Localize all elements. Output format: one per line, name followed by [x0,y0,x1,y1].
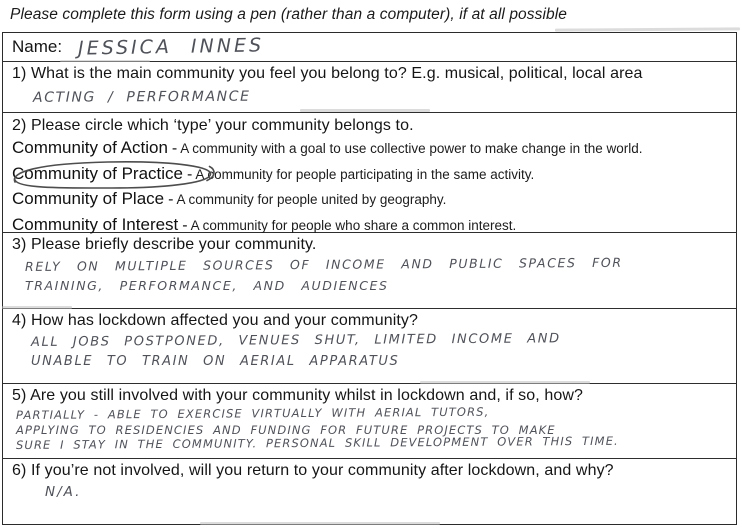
question-4-handwritten-answer [12,333,728,371]
question-5-handwritten-answer [12,404,728,453]
question-5-text: 5) Are you still involved with your community whilst in lockdown and, if so, how? [12,387,584,404]
handwritten-line: RELY ON MULTIPLE SOURCES OF INCOME AND PUBLIC SPACES FOR [24,254,623,274]
scan-smudge [2,306,72,309]
option-separator: - [171,140,178,157]
scan-smudge [300,109,430,112]
question-3-handwritten-answer [12,254,728,295]
option-description: A community with a goal to use collective power to make change in the world. [180,141,643,156]
name-label: Name: [12,37,63,56]
question-2-text: 2) Please circle which ‘type’ your community belongs to. [12,117,414,134]
question-6-handwritten-answer: N/A. [45,484,82,500]
community-type-option-action [12,136,728,162]
form-instruction: Please complete this form using a pen (rather than a computer), if at all possible [10,6,568,23]
option-term: Community of Interest [12,214,179,234]
option-separator: - [182,216,188,234]
handwritten-line: ALL JOBS POSTPONED, VENUES SHUT, LIMITED INCOME AND [30,331,561,350]
name-row [3,33,736,62]
question-3-text: 3) Please briefly describe your community. [12,236,317,253]
handwritten-line: SURE I STAY IN THE COMMUNITY. PERSONAL SKILL DEVELOPMENT OVER THIS TIME. [15,433,619,452]
question-1-row [3,62,736,113]
question-4-row [3,309,736,384]
option-description: A community for people united by geography. [176,192,447,207]
handwritten-line: UNABLE TO TRAIN ON AERIAL APPARATUS [31,354,400,369]
community-type-option-practice-circled [12,162,728,188]
option-term: Community of Action [12,138,168,157]
option-separator: - [187,165,193,183]
scan-smudge [60,60,150,62]
option-description: A community for people who share a common interest. [190,217,517,233]
scan-smudge [420,381,590,384]
question-3-row [3,233,736,309]
form-table [2,32,737,525]
question-6-text: 6) If you’re not involved, will you return to your community after lockdown, and why? [12,462,614,479]
question-2-row [3,113,736,233]
option-description: A community for people participating in the same activity. [195,166,535,182]
community-type-option-place [12,187,728,213]
option-term: Community of Place [12,189,165,208]
question-1-text: 1) What is the main community you feel you belong to? E.g. musical, political, local area [12,65,643,82]
handwritten-line: TRAINING, PERFORMANCE, AND AUDIENCES [25,278,389,293]
option-term: Community of Practice [12,163,183,183]
question-1-handwritten-answer: ACTING / PERFORMANCE [32,88,251,106]
name-handwritten-value: JESSICA INNES [77,34,265,60]
question-5-row [3,384,736,459]
handwritten-line: PARTIALLY - ABLE TO EXERCISE VIRTUALLY WITH AERIAL TUTORS, [15,404,490,422]
question-4-text: 4) How has lockdown affected you and your community? [12,312,419,329]
handwritten-line: APPLYING TO RESIDENCIES AND FUNDING FOR FUTURE PROJECTS TO MAKE [16,423,556,437]
question-6-row [3,459,736,524]
scan-smudge [200,522,440,525]
scan-smudge [555,27,740,31]
option-separator: - [168,191,174,208]
